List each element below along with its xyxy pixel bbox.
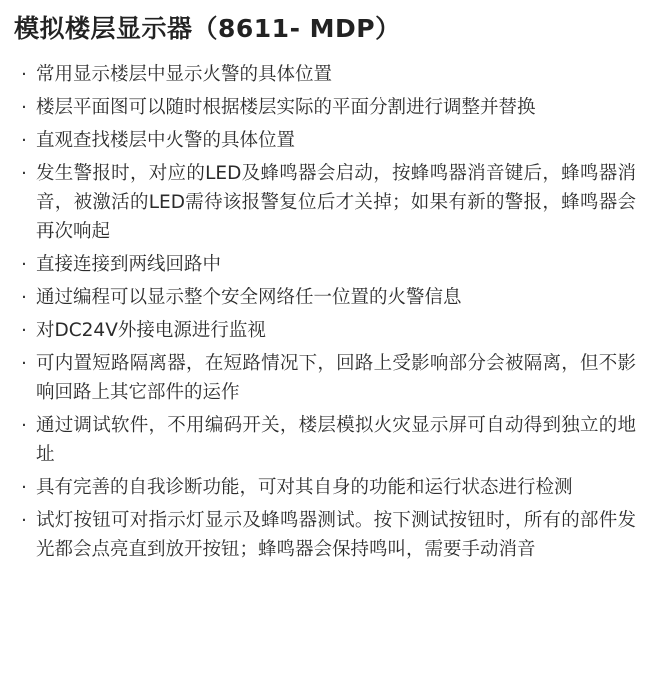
list-item-text: 通过调试软件，不用编码开关，楼层模拟火灾显示屏可自动得到独立的地址 <box>36 415 636 465</box>
bullet-icon: · <box>21 510 27 531</box>
bullet-icon: · <box>21 320 27 341</box>
bullet-icon: · <box>21 64 27 85</box>
list-item <box>14 316 636 345</box>
list-item <box>14 126 636 155</box>
list-item-text: 直接连接到两线回路中 <box>36 254 222 275</box>
bullet-icon: · <box>21 477 27 498</box>
list-item <box>14 473 636 502</box>
bullet-icon: · <box>21 97 27 118</box>
list-item-text: 直观查找楼层中火警的具体位置 <box>36 130 296 151</box>
list-item-text: 通过编程可以显示整个安全网络任一位置的火警信息 <box>36 287 462 308</box>
feature-list <box>14 60 636 564</box>
list-item <box>14 283 636 312</box>
list-item-text: 楼层平面图可以随时根据楼层实际的平面分割进行调整并替换 <box>36 97 536 118</box>
bullet-icon: · <box>21 254 27 275</box>
list-item <box>14 159 636 246</box>
bullet-icon: · <box>21 163 27 184</box>
list-item-text: 常用显示楼层中显示火警的具体位置 <box>36 64 333 85</box>
list-item-text: 试灯按钮可对指示灯显示及蜂鸣器测试。按下测试按钮时，所有的部件发光都会点亮直到放开按钮；蜂鸣器会保持鸣叫，需要手动消音 <box>36 510 636 560</box>
list-item-text: 具有完善的自我诊断功能，可对其自身的功能和运行状态进行检测 <box>36 477 573 498</box>
list-item <box>14 349 636 407</box>
list-item <box>14 93 636 122</box>
list-item <box>14 506 636 564</box>
list-item-text: 对DC24V外接电源进行监视 <box>36 320 266 341</box>
bullet-icon: · <box>21 415 27 436</box>
list-item <box>14 60 636 89</box>
bullet-icon: · <box>21 287 27 308</box>
bullet-icon: · <box>21 353 27 374</box>
list-item <box>14 250 636 279</box>
list-item-text: 发生警报时，对应的LED及蜂鸣器会启动，按蜂鸣器消音键后，蜂鸣器消音，被激活的LED需待该报警复位后才关掉；如果有新的警报，蜂鸣器会再次响起 <box>36 163 636 242</box>
document-title: 模拟楼层显示器（8611- MDP） <box>14 14 401 43</box>
list-item <box>14 411 636 469</box>
bullet-icon: · <box>21 130 27 151</box>
list-item-text: 可内置短路隔离器，在短路情况下，回路上受影响部分会被隔离，但不影响回路上其它部件的运作 <box>36 353 636 403</box>
